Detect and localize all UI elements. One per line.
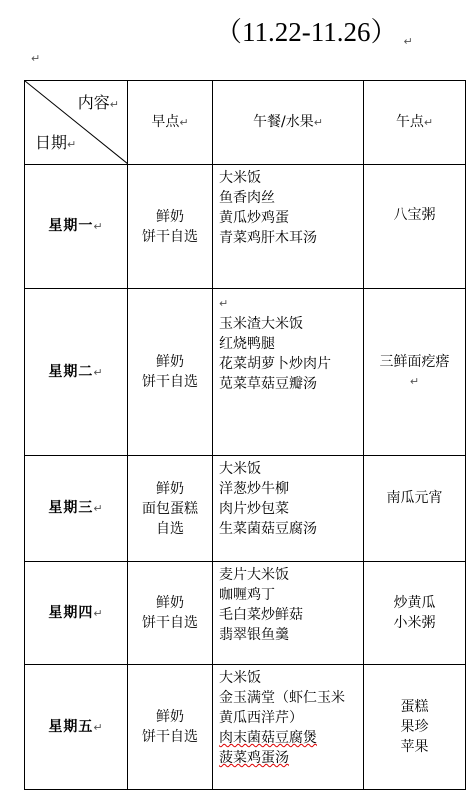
lunch-cell: 大米饭 鱼香肉丝 黄瓜炒鸡蛋 青菜鸡肝木耳汤: [213, 165, 364, 289]
breakfast-cell: 鲜奶 饼干自选: [128, 665, 213, 790]
lunch-cell: ↵ 玉米渣大米饭 红烧鸭腿 花菜胡萝卜炒肉片 苋菜草菇豆瓣汤: [213, 289, 364, 456]
date-range: （11.22-11.26）: [215, 17, 398, 47]
header-row: [25, 81, 466, 165]
snack-cell: 南瓜元宵: [364, 456, 466, 562]
breakfast-cell: 鲜奶 饼干自选: [128, 289, 213, 456]
date-label: 日期↵: [35, 133, 77, 152]
weekly-menu-table: [24, 80, 466, 790]
snack-cell: 三鲜面疙瘩 ↵: [364, 289, 466, 456]
lunch-cell: 大米饭 洋葱炒牛柳 肉片炒包菜 生菜菌菇豆腐汤: [213, 456, 364, 562]
afternoon-snack-header: 午点↵: [364, 81, 466, 165]
table-row: [25, 165, 466, 289]
breakfast-header: 早点↵: [128, 81, 213, 165]
snack-cell: 蛋糕 果珍 苹果: [364, 665, 466, 790]
day-cell: 星期二↵: [25, 289, 128, 456]
lunch-cell: 大米饭 金玉满堂（虾仁玉米 黄瓜西洋芹） 肉末菌菇豆腐煲 菠菜鸡蛋汤: [213, 665, 364, 790]
table-row: [25, 456, 466, 562]
day-cell: 星期五↵: [25, 665, 128, 790]
day-cell: 星期一↵: [25, 165, 128, 289]
paragraph-mark-icon: ↵: [403, 35, 413, 48]
day-cell: 星期四↵: [25, 562, 128, 665]
table-row: [25, 289, 466, 456]
breakfast-cell: 鲜奶 面包蛋糕 自选: [128, 456, 213, 562]
lunch-cell: 麦片大米饭 咖喱鸡丁 毛白菜炒鲜菇 翡翠银鱼羹: [213, 562, 364, 665]
breakfast-cell: 鲜奶 饼干自选: [128, 562, 213, 665]
snack-cell: 炒黄瓜 小米粥: [364, 562, 466, 665]
paragraph-mark-icon: ↵: [31, 52, 41, 65]
page-title: [215, 10, 413, 49]
snack-cell: 八宝粥: [364, 165, 466, 289]
lunch-fruit-header: 午餐/水果↵: [213, 81, 364, 165]
day-cell: 星期三↵: [25, 456, 128, 562]
diagonal-header-cell: [25, 81, 128, 165]
table-row: [25, 665, 466, 790]
breakfast-cell: 鲜奶 饼干自选: [128, 165, 213, 289]
table-row: [25, 562, 466, 665]
content-label: 内容↵: [77, 93, 119, 112]
